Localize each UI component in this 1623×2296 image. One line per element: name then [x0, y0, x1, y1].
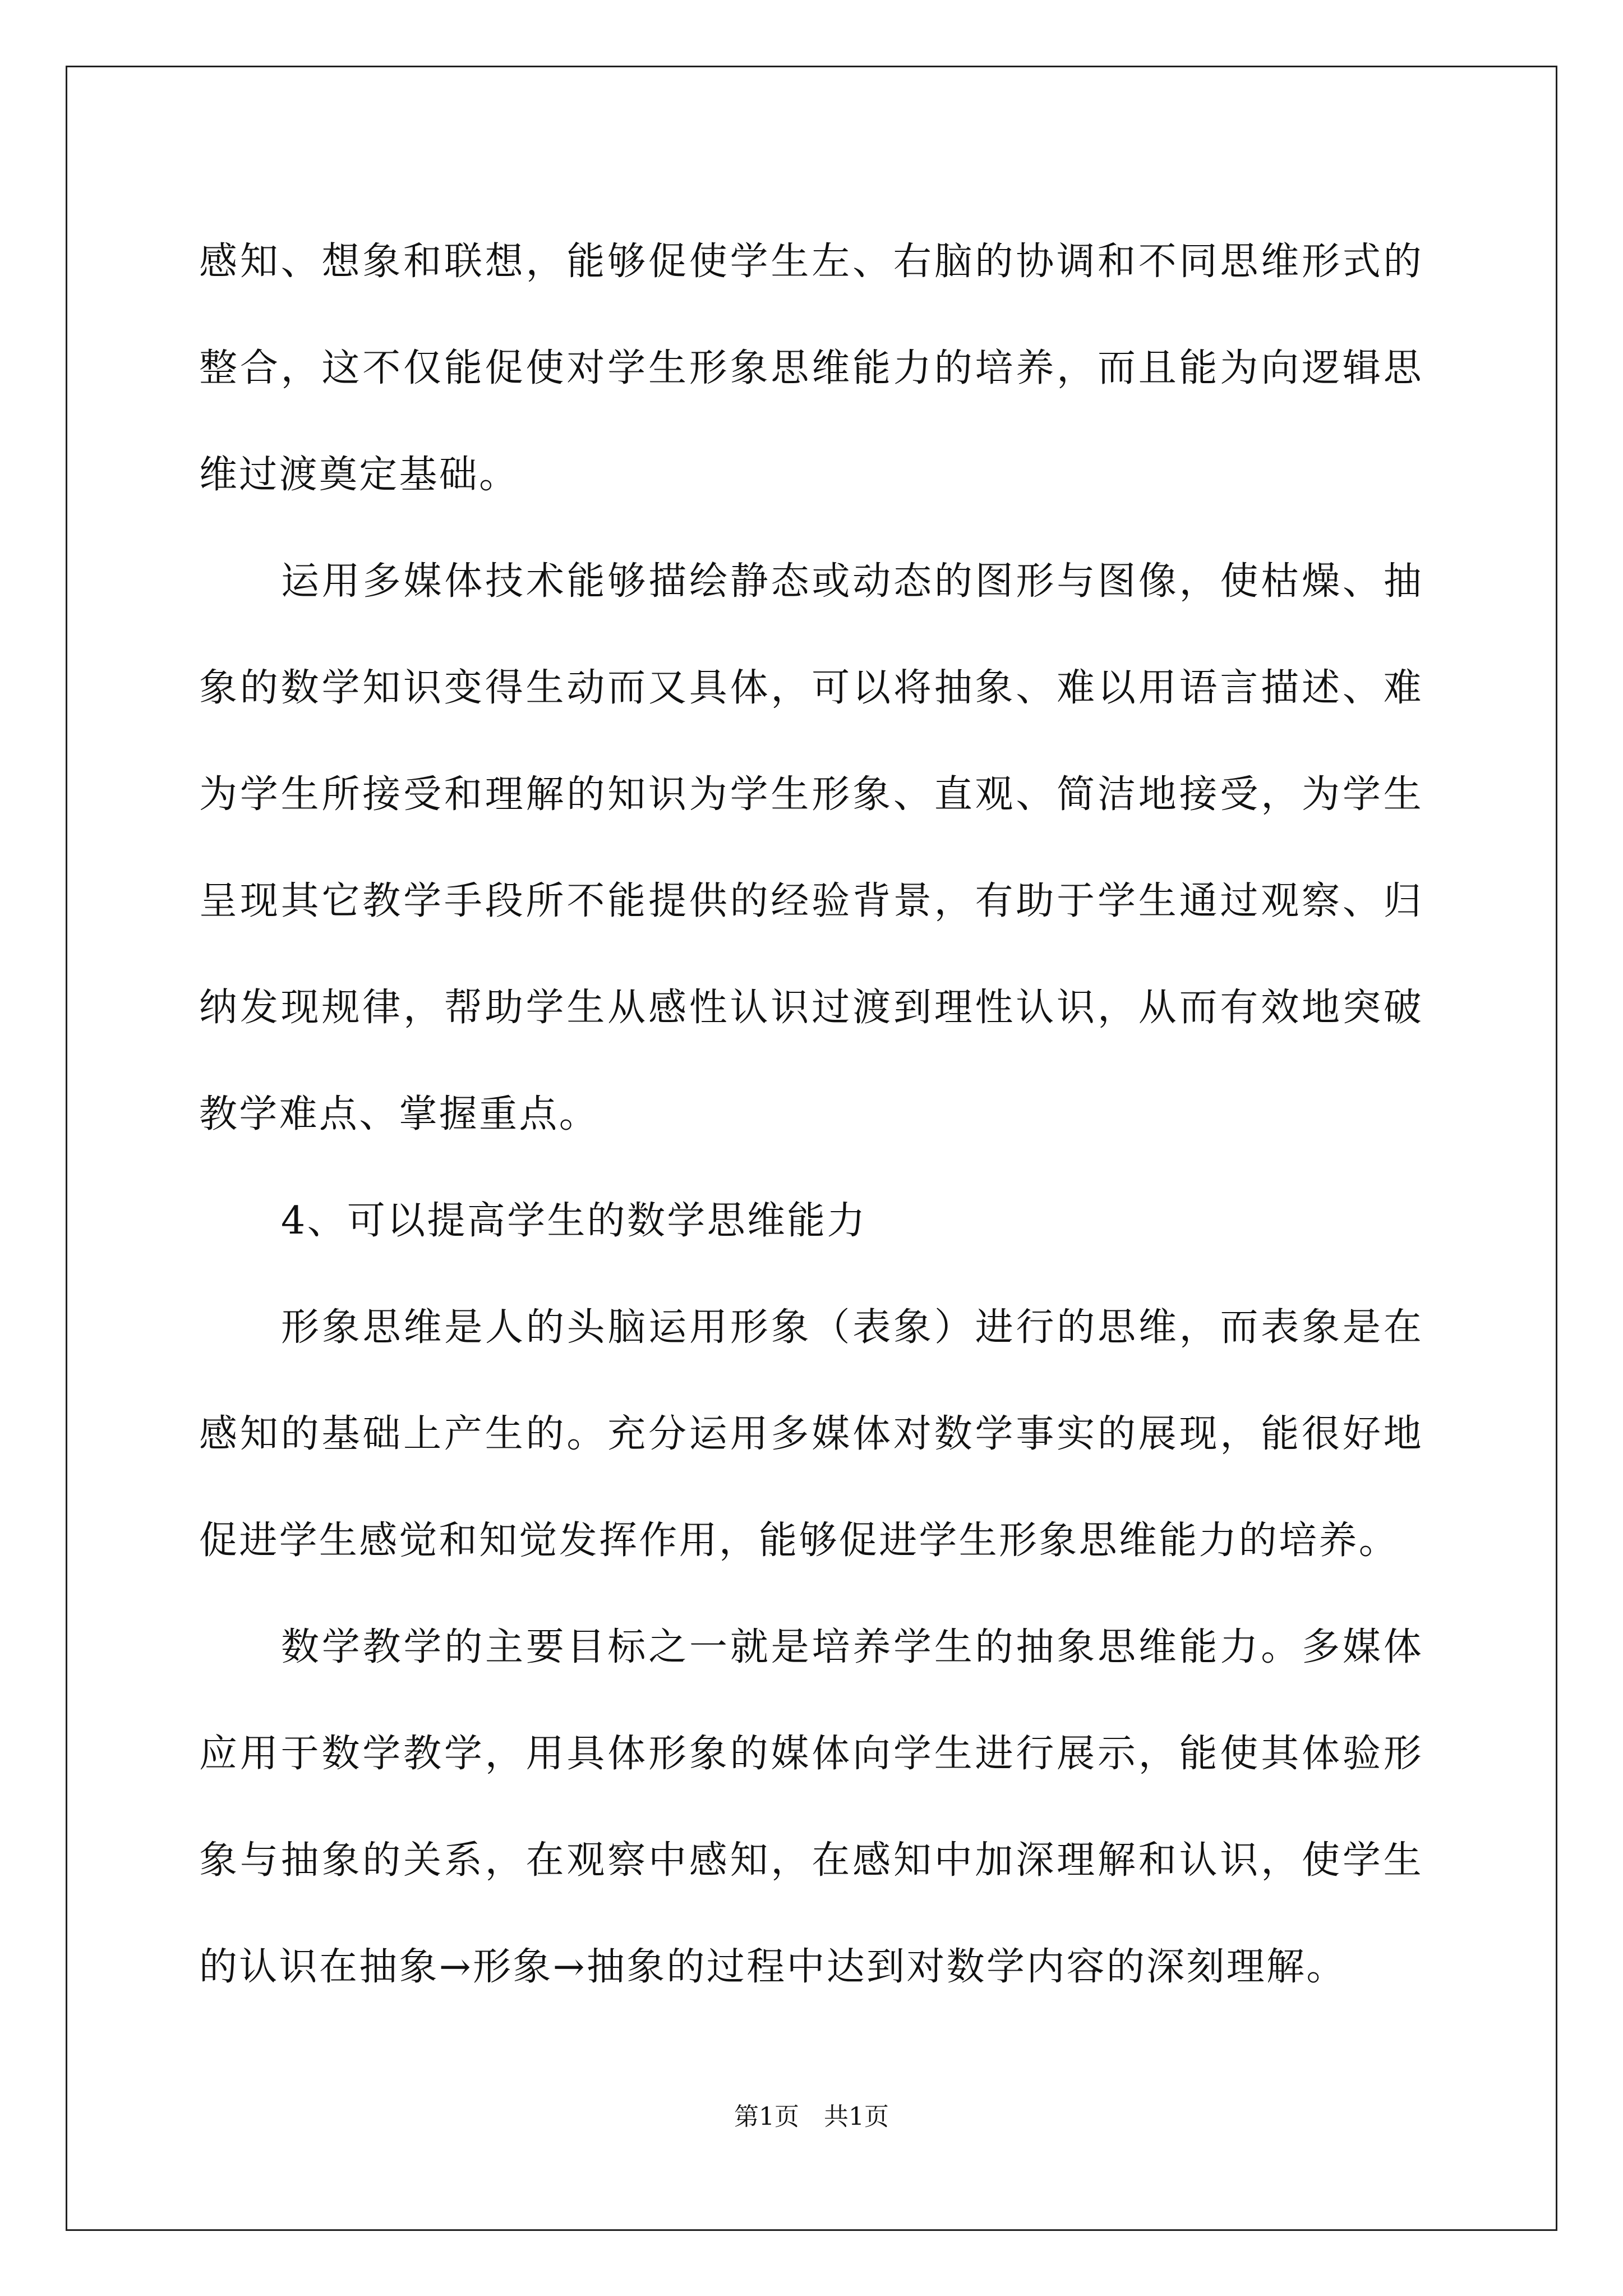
paragraph-2: 运用多媒体技术能够描绘静态或动态的图形与图像，使枯燥、抽象的数学知识变得生动而又具体，可以将抽象、难以用语言描述、难为学生所接受和理解的知识为学生形象、直观、简洁地接受，为学生呈现其它教学手段所不能提供的经验背景，有助于学生通过观察、归纳发现规律，帮助学生从感性认识过渡到理性认识，从而有效地突破教学难点、掌握重点。 [199, 559, 1423, 1137]
page-footer: 第1页 共1页 [734, 2102, 889, 2131]
paragraph-4: 数学教学的主要目标之一就是培养学生的抽象思维能力。多媒体应用于数学教学，用具体形象的媒体向学生进行展示，能使其体验形象与抽象的关系，在观察中感知，在感知中加深理解和认识，使学生的认识在抽象→形象→抽象的过程中达到对数学内容的深刻理解。 [199, 1625, 1423, 1989]
paragraph-1: 感知、想象和联想，能够促使学生左、右脑的协调和不同思维形式的整合，这不仅能促使对学生形象思维能力的培养，而且能为向逻辑思维过渡奠定基础。 [199, 240, 1423, 497]
document-body [199, 209, 1423, 2021]
paragraph-3: 形象思维是人的头脑运用形象（表象）进行的思维，而表象是在感知的基础上产生的。充分运用多媒体对数学事实的展现，能很好地促进学生感觉和知觉发挥作用，能够促进学生形象思维能力的培养。 [199, 1305, 1423, 1563]
section-heading: 4、可以提高学生的数学思维能力 [281, 1199, 867, 1243]
